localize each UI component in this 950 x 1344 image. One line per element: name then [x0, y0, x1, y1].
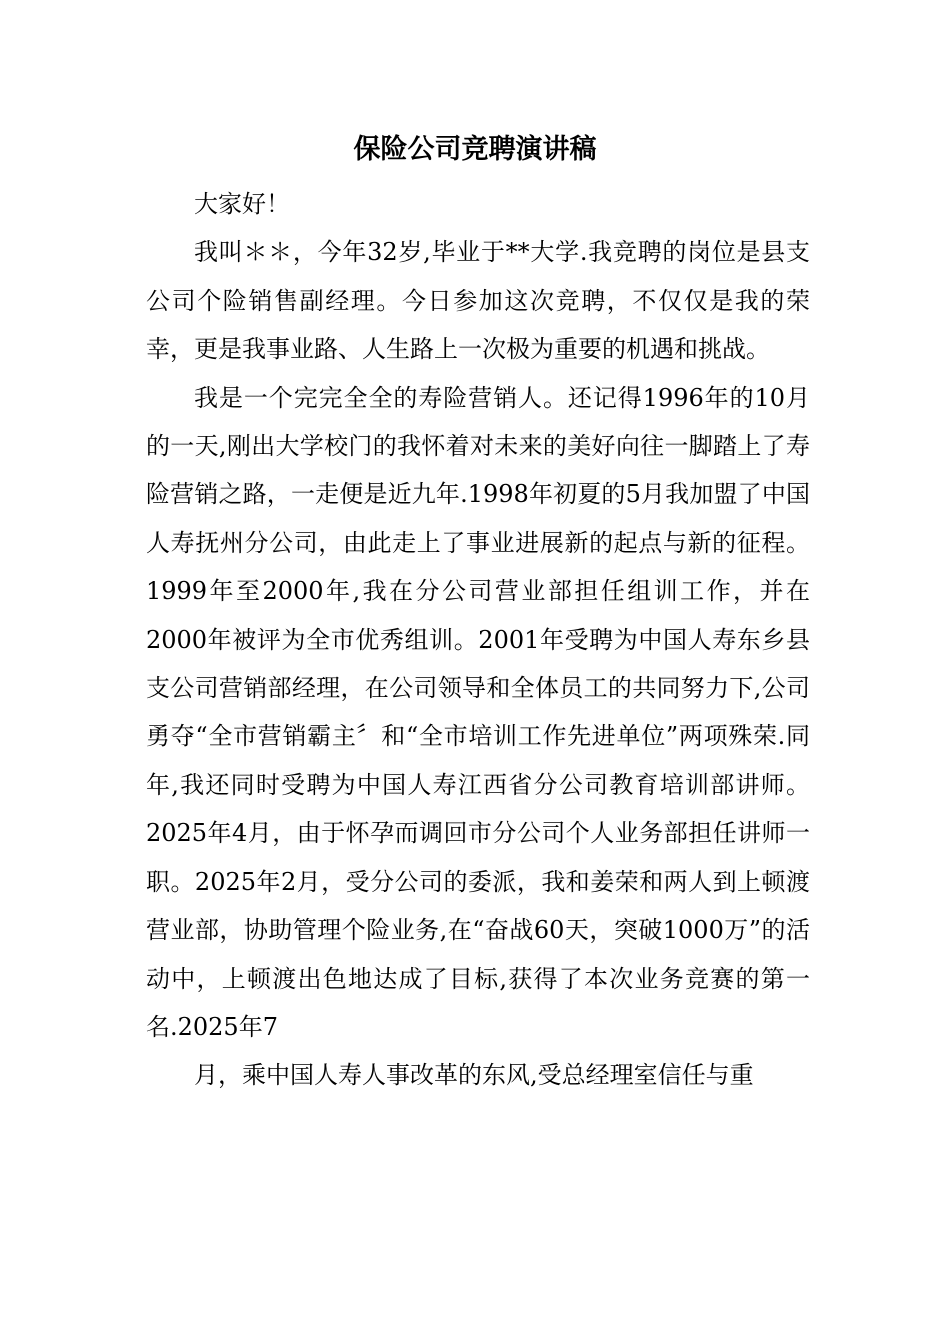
paragraph-introduction: 我叫＊＊，今年32岁,毕业于**大学.我竞聘的岗位是县支公司个险销售副经理。今日参加这次竞聘，不仅仅是我的荣幸，更是我事业路、人生路上一次极为重要的机遇和挑战。: [146, 238, 810, 364]
paragraph-greeting: 大家好！: [194, 190, 290, 218]
document-title: 保险公司竞聘演讲稿: [353, 134, 597, 165]
paragraph-continuation: 月，乘中国人寿人事改革的东风,受总经理室信任与重: [194, 1061, 754, 1090]
paragraph-career-history: 我是一个完完全全的寿险营销人。还记得1996年的10月的一天,刚出大学校门的我怀着对未来的美好向往一脚踏上了寿险营销之路，一走便是近九年.1998年初夏的5月我加盟了中国人寿抚州分公司，由此走上了事业进展新的起点与新的征程。1999年至2000年,我在分公司营业部担任组训工作，并在2000年被评为全市优秀组训。2001年受聘为中国人寿东乡县支公司营销部经理，在公司领导和全体员工的共同努力下,公司勇夺“全市营销霸主〞和“全市培训工作先进单位”两项殊荣.同年,我还同时受聘为中国人寿江西省分公司教育培训部讲师。2025年4月，由于怀孕而调回市分公司个人业务部担任讲师一职。2025年2月，受分公司的委派，我和姜荣和两人到上顿渡营业部，协助管理个险业务,在“奋战60天，突破1000万”的活动中，上顿渡出色地达成了目标,获得了本次业务竞赛的第一名.2025年7: [146, 383, 810, 1041]
document-body: [146, 180, 810, 1100]
